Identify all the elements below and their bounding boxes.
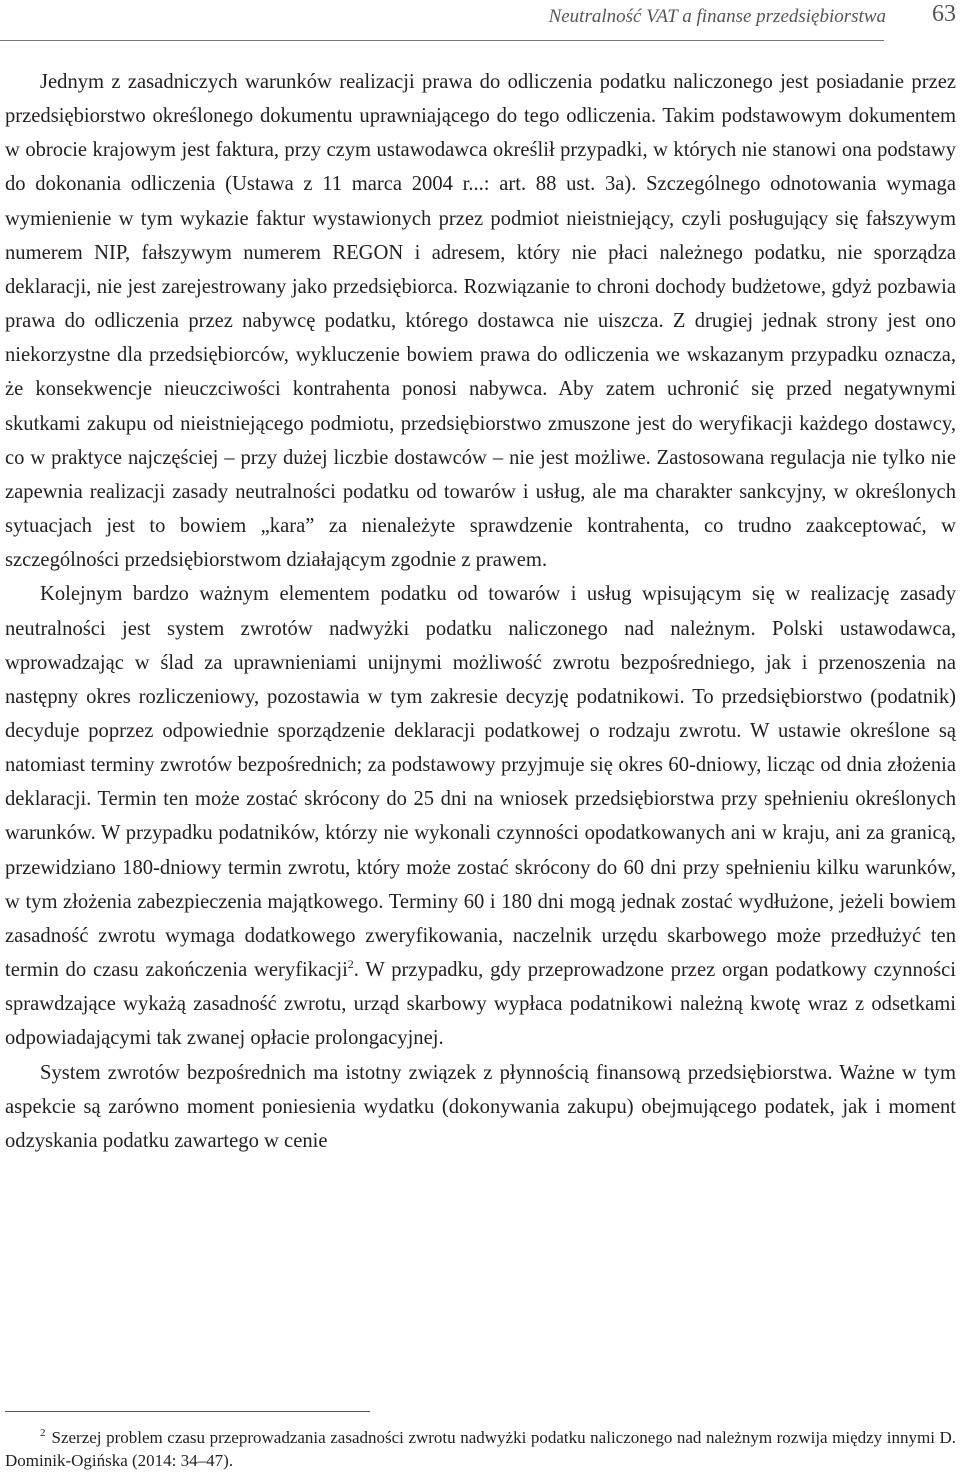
page-number: 63 <box>932 1 956 27</box>
footnote-text: Szerzej problem czasu przeprowadzania zasadności zwrotu nadwyżki podatku naliczonego nad należnym rozwija między innymi D. Dominik-Ogińska (2014: 34–47). <box>5 1428 956 1470</box>
paragraph-1: Jednym z zasadniczych warunków realizacji prawa do odliczenia podatku naliczonego jest posiadanie przez przedsiębiorstwo określonego dokumentu uprawniającego do tego odliczenia. Takim podstawowym dokumentem w obrocie krajowym jest faktura, przy czym ustawodawca określił przypadki, w których nie stanowi ona podstawy do dokonania odliczenia (Ustawa z 11 marca 2004 r...: art. 88 ust. 3a). Szczególnego odnotowania wymaga wymienienie w tym wykazie faktur wystawionych przez podmiot nieistniejący, czyli posługujący się fałszywym numerem NIP, fałszywym numerem REGON i adresem, który nie płaci należnego podatku, nie sporządza deklaracji, nie jest zarejestrowany jako przedsiębiorca. Rozwiązanie to chroni dochody budżetowe, gdyż pozbawia prawa do odliczenia przez nabywcę podatku, którego dostawca nie uiszcza. Z drugiej jednak strony jest ono niekorzystne dla przedsiębiorców, wykluczenie bowiem prawa do odliczenia we wskazanym przypadku oznacza, że konsekwencje nieuczciwości kontrahenta ponosi nabywca. Aby zatem uchronić się przed negatywnymi skutkami zakupu od nieistniejącego podmiotu, przedsiębiorstwo zmuszone jest do weryfikacji każdego dostawcy, co w praktyce najczęściej – przy dużej liczbie dostawców – nie jest możliwe. Zastosowana regulacja nie tylko nie zapewnia realizacji zasady neutralności podatku od towarów i usług, ale ma charakter sankcyjny, w określonych sytuacjach jest to bowiem „kara” za nienależyte sprawdzenie kontrahenta, co trudno zaakceptować, w szczególności przedsiębiorstwom działającym zgodnie z prawem. <box>5 71 956 572</box>
footnote-reference[interactable]: 2 <box>347 957 354 972</box>
footnote <box>5 1426 956 1472</box>
paragraph-3: System zwrotów bezpośrednich ma istotny związek z płynnością finansową przedsiębiorstwa. Ważne w tym aspekcie są zarówno moment poniesienia wydatku (dokonywania zakupu) obejmującego podatek, jak i moment odzyskania podatku zawartego w cenie <box>5 1061 956 1152</box>
footnote-rule <box>5 1411 370 1412</box>
footnote-number: 2 <box>40 1427 46 1440</box>
running-header-title: Neutralność VAT a finanse przedsiębiorstwa <box>548 6 886 27</box>
paragraph-2 <box>5 577 956 1055</box>
paragraph-2-text-b: . W przypadku, gdy przeprowadzone przez organ podatkowy czynności sprawdzające wykażą zasadność zwrotu, urząd skarbowy wypłaca podatnikowi należną kwotę wraz z odsetkami odpowiadającymi tak zwanej opłacie prolongacyjnej. <box>5 959 956 1050</box>
body-text <box>5 65 956 1158</box>
paragraph-2-text-a: Kolejnym bardzo ważnym elementem podatku od towarów i usług wpisującym się w realizację zasady neutralności jest system zwrotów nadwyżki podatku naliczonego nad należnym. Polski ustawodawca, wprowadzając w ślad za uprawnieniami unijnymi możliwość zwrotu bezpośredniego, jak i przenoszenia na następny okres rozliczeniowy, pozostawia w tym zakresie decyzję podatnikowi. To przedsiębiorstwo (podatnik) decyduje poprzez odpowiednie sporządzenie deklaracji podatkowej o rodzaju zwrotu. W ustawie określone są natomiast terminy zwrotów bezpośrednich; za podstawowy przyjmuje się okres 60-dniowy, licząc od dnia złożenia deklaracji. Termin ten może zostać skrócony do 25 dni na wniosek przedsiębiorstwa przy spełnieniu określonych warunków. W przypadku podatników, którzy nie wykonali czynności opodatkowanych ani w kraju, ani za granicą, przewidziano 180-dniowy termin zwrotu, który może zostać skrócony do 60 dni przy spełnieniu kilku warunków, w tym złożenia zabezpieczenia majątkowego. Terminy 60 i 180 dni mogą jednak zostać wydłużone, jeżeli bowiem zasadność zwrotu wymaga dodatkowego zweryfikowania, naczelnik urzędu skarbowego może przedłużyć ten termin do czasu zakończenia weryfikacji <box>5 583 956 982</box>
header-rule <box>0 40 884 41</box>
